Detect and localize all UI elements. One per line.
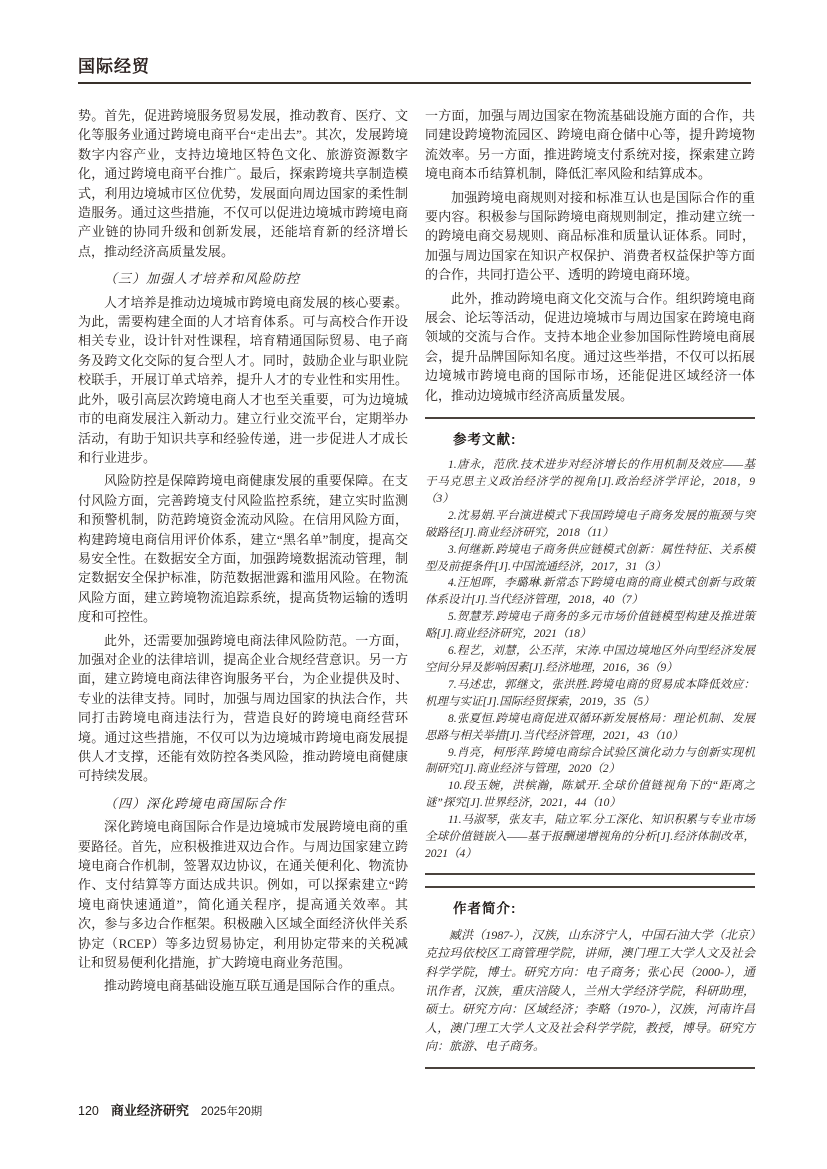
reference-item: 11.马淑琴，张友丰，陆立军.分工深化、知识积累与专业市场全球价值链嵌入——基于报酬递增视角的分析[J].经济体制改革，2021（4） xyxy=(425,814,755,860)
reference-item: 2.沈易娟.平台演进模式下我国跨境电子商务发展的瓶颈与突破路径[J].商业经济研究，2018（11） xyxy=(425,509,755,539)
page-number: 120 xyxy=(78,1104,99,1118)
page-header xyxy=(78,52,751,84)
authors-section xyxy=(425,886,755,1069)
sub-section-heading: （四）深化跨境电商国际合作 xyxy=(104,795,287,811)
article-body xyxy=(78,106,755,1069)
body-paragraph: 加强跨境电商规则对接和标准互认也是国际合作的重要内容。积极参与国际跨境电商规则制定，推动建立统一的跨境电商交易规则、商品标准和质量认证体系。同时，加强与周边国家在知识产权保护、消费者权益保护等方面的合作，共同打造公平、透明的跨境电商环境。 xyxy=(425,189,755,283)
body-paragraph: 人才培养是推动边境城市跨境电商发展的核心要素。为此，需要构建全面的人才培育体系。可与高校合作开设相关专业，设计针对性课程，培育精通国际贸易、电子商务及跨文化交际的复合型人才。同时，鼓励企业与职业院校联手，开展订单式培养，提升人才的专业性和实用性。此外，吸引高层次跨境电商人才也至关重要，可为边境城市的电商发展注入新动力。建立行业交流平台，定期举办活动，有助于知识共享和经验传递，进一步促进人才成长和行业进步。 xyxy=(78,294,408,465)
reference-item: 1.唐永，范欣.技术进步对经济增长的作用机制及效应——基于马克思主义政治经济学的视角[J].政治经济学评论，2018，9（3） xyxy=(425,459,755,505)
references-section xyxy=(425,417,755,875)
author-bio: 臧洪（1987-），汉族，山东济宁人，中国石油大学（北京）克拉玛依校区工商管理学院，讲师，澳门理工大学人文及社会科学学院，博士。研究方向：电子商务；张心民（2000-），通讯作者，汉族，重庆涪陵人，兰州大学经济学院，科研助理，硕士。研究方向：区域经济；李略（1970-），汉族，河南许昌人，澳门理工大学人文及社会科学学院，教授，博导。研究方向：旅游、电子商务。 xyxy=(425,927,755,1054)
sub-section-heading: （三）加强人才培养和风险防控 xyxy=(104,271,301,287)
journal-name: 商业经济研究 xyxy=(110,1103,189,1118)
body-paragraph: 势。首先，促进跨境服务贸易发展，推动教育、医疗、文化等服务业通过跨境电商平台“走出去”。其次，发展跨境数字内容产业，支持边境地区特色文化、旅游资源数字化，通过跨境电商平台推广。最后，探索跨境共享制造模式，利用边境城市区位优势，发展面向周边国家的柔性制造服务。通过这些措施，不仅可以促进边境城市跨境电商产业链的协同升级和创新发展，还能培育新的经济增长点，推动经济高质量发展。 xyxy=(78,108,408,259)
issue-label: 2025年20期 xyxy=(200,1106,263,1118)
reference-item: 8.张夏恒.跨境电商促进双循环新发展格局：理论机制、发展思路与相关举措[J].当代经济管理，2021，43（10） xyxy=(425,712,755,742)
body-paragraph: 此外，还需要加强跨境电商法律风险防范。一方面，加强对企业的法律培训，提高企业合规经营意识。另一方面，建立跨境电商法律咨询服务平台，为企业提供及时、专业的法律支持。同时，加强与周边国家的执法合作，共同打击跨境电商违法行为，营造良好的跨境电商经营环境。通过这些措施，不仅可以为边境城市跨境电商发展提供人才支撑，还能有效防控各类风险，推动跨境电商健康可持续发展。 xyxy=(78,632,408,784)
body-paragraph: 此外，推动跨境电商文化交流与合作。组织跨境电商展会、论坛等活动，促进边境城市与周边国家在跨境电商领域的交流与合作。支持本地企业参加国际性跨境电商展会，提升品牌国际知名度。通过这些举措，不仅可以拓展边境城市跨境电商的国际市场，还能促进区域经济一体化，推动边境城市经济高质量发展。 xyxy=(425,290,755,403)
body-paragraph: 风险防控是保障跨境电商健康发展的重要保障。在支付风险方面，完善跨境支付风险监控系统，建立实时监测和预警机制，防范跨境资金流动风险。在信用风险方面，构建跨境电商信用评价体系，建立“黑名单”制度，提高交易安全性。在数据安全方面，加强跨境数据流动管理，制定数据安全保护标准，防范数据泄露和滥用风险。在物流风险方面，建立跨境物流追踪系统，提高货物运输的透明度和可控性。 xyxy=(78,473,408,625)
reference-item: 6.程艺，刘慧，公丕萍，宋涛.中国边境地区外向型经济发展空间分异及影响因素[J].经济地理，2016，36（9） xyxy=(425,645,755,674)
reference-item: 7.马述忠，郭继文，张洪胜.跨境电商的贸易成本降低效应：机理与实证[J].国际经贸探索，2019，35（5） xyxy=(425,678,755,708)
references-title: 参考文献: xyxy=(453,432,517,448)
page-footer xyxy=(78,1100,262,1119)
body-paragraph: 深化跨境电商国际合作是边境城市发展跨境电商的重要路径。首先，应积极推进双边合作。与周边国家建立跨境电商合作机制，签署双边协议，在通关便利化、物流协作、支付结算等方面达成共识。例如，可以探索建立“跨境电商快速通道”，简化通关程序，提高通关效率。其次，参与多边合作框架。积极融入区域全面经济伙伴关系协定（RCEP）等多边贸易协定，利用协定带来的关税减让和贸易便利化措施，扩大跨境电商业务范围。 xyxy=(78,819,408,971)
authors-title: 作者简介: xyxy=(453,900,517,916)
reference-item: 4.汪旭晖，李璐琳.新常态下跨境电商的商业模式创新与政策体系设计[J].当代经济管理，2018，40（7） xyxy=(425,577,755,607)
section-label: 国际经贸 xyxy=(78,57,150,76)
reference-item: 3.何继新.跨境电子商务供应链模式创新：属性特征、关系模型及前提条件[J].中国流通经济，2017，31（3） xyxy=(425,543,755,573)
right-column xyxy=(425,106,755,1069)
reference-item: 5.贺慧芳.跨境电子商务的多元市场价值链模型构建及推进策略[J].商业经济研究，2021（18） xyxy=(425,611,755,641)
header-rule xyxy=(78,82,751,84)
body-paragraph: 一方面，加强与周边国家在物流基础设施方面的合作，共同建设跨境物流园区、跨境电商仓储中心等，提升跨境物流效率。另一方面，推进跨境支付系统对接，探索建立跨境电商本币结算机制，降低汇率风险和结算成本。 xyxy=(425,108,755,182)
body-paragraph: 推动跨境电商基础设施互联互通是国际合作的重点。 xyxy=(104,978,404,994)
reference-item: 9.肖亮，柯彤萍.跨境电商综合试验区演化动力与创新实现机制研究[J].商业经济与管理，2020（2） xyxy=(425,746,755,776)
left-column xyxy=(78,106,408,1069)
reference-item: 10.段玉婉，洪槟瀚，陈斌开.全球价值链视角下的“距离之谜”探究[J].世界经济，2021，44（10） xyxy=(425,780,755,810)
